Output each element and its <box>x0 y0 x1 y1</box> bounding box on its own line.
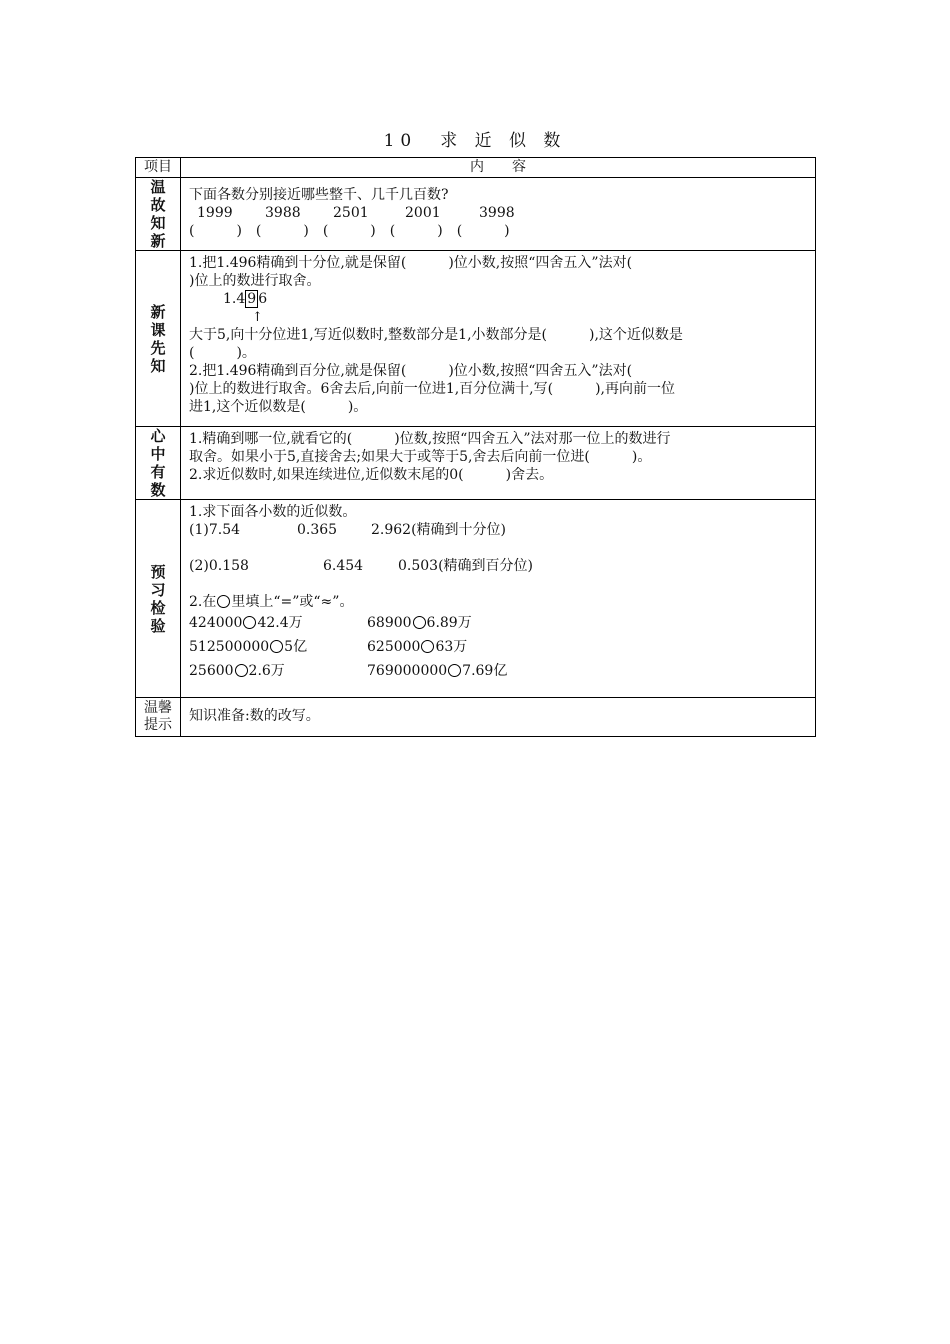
tips-content <box>181 698 816 737</box>
practice-content <box>181 500 816 698</box>
boxed-digit: 9 <box>247 291 257 307</box>
answer-circle[interactable] <box>243 616 256 629</box>
preview-p2-a: 大于5,向十分位进1,写近似数时,整数部分是1,小数部分是( ),这个近似数是 <box>189 327 683 343</box>
review-number: 2001 <box>405 205 441 221</box>
q2-suffix: 里填上“=”或“≈”。 <box>231 594 354 610</box>
compare-number: 769000000 <box>367 663 448 679</box>
number-suffix: 6 <box>258 291 268 307</box>
compare-number: 25600 <box>189 663 234 679</box>
compare-left <box>189 638 367 656</box>
preview-p2-b: ( )。 <box>189 345 256 361</box>
preview-row <box>136 251 816 427</box>
practice-q2 <box>189 593 809 611</box>
review-row <box>136 178 816 251</box>
practice-item: 2.962(精确到十分位) <box>371 522 507 538</box>
header-row <box>136 158 816 178</box>
compare-row <box>189 614 809 632</box>
compare-number: 424000 <box>189 615 243 631</box>
worksheet-table <box>135 157 816 737</box>
preview-p1-a: 1.把1.496精确到十分位,就是保留( )位小数,按照“四舍五入”法对( <box>189 255 633 271</box>
answer-circle[interactable] <box>270 640 283 653</box>
practice-row-1 <box>189 521 809 539</box>
compare-left <box>189 662 367 680</box>
compare-right <box>367 614 472 632</box>
practice-label-cell <box>136 500 181 698</box>
answer-circle[interactable] <box>235 664 248 677</box>
review-number: 3998 <box>479 205 515 221</box>
compare-value: 2.6万 <box>248 663 285 679</box>
mind-line-2: 取舍。如果小于5,直接舍去;如果大于或等于5,舍去后向前一位进( )。 <box>189 449 652 465</box>
compare-right <box>367 662 507 680</box>
tips-label: 温馨提示 <box>144 700 172 733</box>
mind-label: 心中有数 <box>150 427 166 499</box>
compare-value: 5亿 <box>284 639 308 655</box>
preview-p3-b: )位上的数进行取舍。6舍去后,向前一位进1,百分位满十,写( ),再向前一位 <box>189 381 675 397</box>
compare-value: 42.4万 <box>257 615 303 631</box>
review-number: 2501 <box>333 205 369 221</box>
practice-label: 预习检验 <box>150 562 166 635</box>
number-prefix: 1.4 <box>223 291 246 307</box>
review-number: 3988 <box>265 205 301 221</box>
practice-row-2 <box>189 557 809 575</box>
compare-row <box>189 638 809 656</box>
review-number: 1999 <box>197 205 233 221</box>
preview-label-cell <box>136 251 181 427</box>
practice-item: (2)0.158 <box>189 558 249 574</box>
compare-number: 68900 <box>367 615 412 631</box>
compare-number: 625000 <box>367 639 421 655</box>
practice-item: (1)7.54 <box>189 522 241 538</box>
preview-label: 新课先知 <box>150 302 166 375</box>
compare-value: 7.69亿 <box>462 663 508 679</box>
review-numbers <box>189 204 809 222</box>
practice-row <box>136 500 816 698</box>
answer-circle[interactable] <box>413 616 426 629</box>
preview-p1-b: )位上的数进行取舍。 <box>189 273 321 289</box>
answer-circle[interactable] <box>421 640 434 653</box>
circle-icon <box>217 595 230 608</box>
practice-item: 0.365 <box>297 522 338 538</box>
tips-row <box>136 698 816 737</box>
header-content: 内 容 <box>181 158 816 178</box>
boxed-number <box>189 290 809 308</box>
q2-prefix: 2.在 <box>189 594 217 610</box>
up-arrow-icon: ↑ <box>252 310 263 325</box>
review-blanks[interactable]: ( ) ( ) ( ) ( ) ( ) <box>189 223 510 239</box>
practice-q1: 1.求下面各小数的近似数。 <box>189 504 357 520</box>
compare-right <box>367 638 467 656</box>
page-title: 10 求 近 似 数 <box>383 131 567 151</box>
mind-label-cell <box>136 427 181 500</box>
practice-item: 6.454 <box>323 558 364 574</box>
preview-p3-c: 进1,这个近似数是( )。 <box>189 399 368 415</box>
mind-line-1: 1.精确到哪一位,就看它的( )位数,按照“四舍五入”法对那一位上的数进行 <box>189 431 671 447</box>
compare-number: 512500000 <box>189 639 270 655</box>
practice-item: 0.503(精确到百分位) <box>398 558 534 574</box>
preview-content <box>181 251 816 427</box>
review-label: 温故知新 <box>150 178 166 250</box>
tips-label-cell <box>136 698 181 737</box>
tips-text: 知识准备:数的改写。 <box>189 708 320 724</box>
preview-p3-a: 2.把1.496精确到百分位,就是保留( )位小数,按照“四舍五入”法对( <box>189 363 633 379</box>
mind-row <box>136 427 816 500</box>
review-content <box>181 178 816 251</box>
compare-value: 63万 <box>435 639 468 655</box>
review-question: 下面各数分别接近哪些整千、几千几百数? <box>189 187 449 203</box>
compare-value: 6.89万 <box>426 615 472 631</box>
mind-content <box>181 427 816 500</box>
compare-left <box>189 614 367 632</box>
review-label-cell <box>136 178 181 251</box>
answer-circle[interactable] <box>448 664 461 677</box>
compare-row <box>189 662 809 680</box>
mind-line-3: 2.求近似数时,如果连续进位,近似数末尾的0( )舍去。 <box>189 467 554 483</box>
header-item: 项目 <box>136 158 181 178</box>
